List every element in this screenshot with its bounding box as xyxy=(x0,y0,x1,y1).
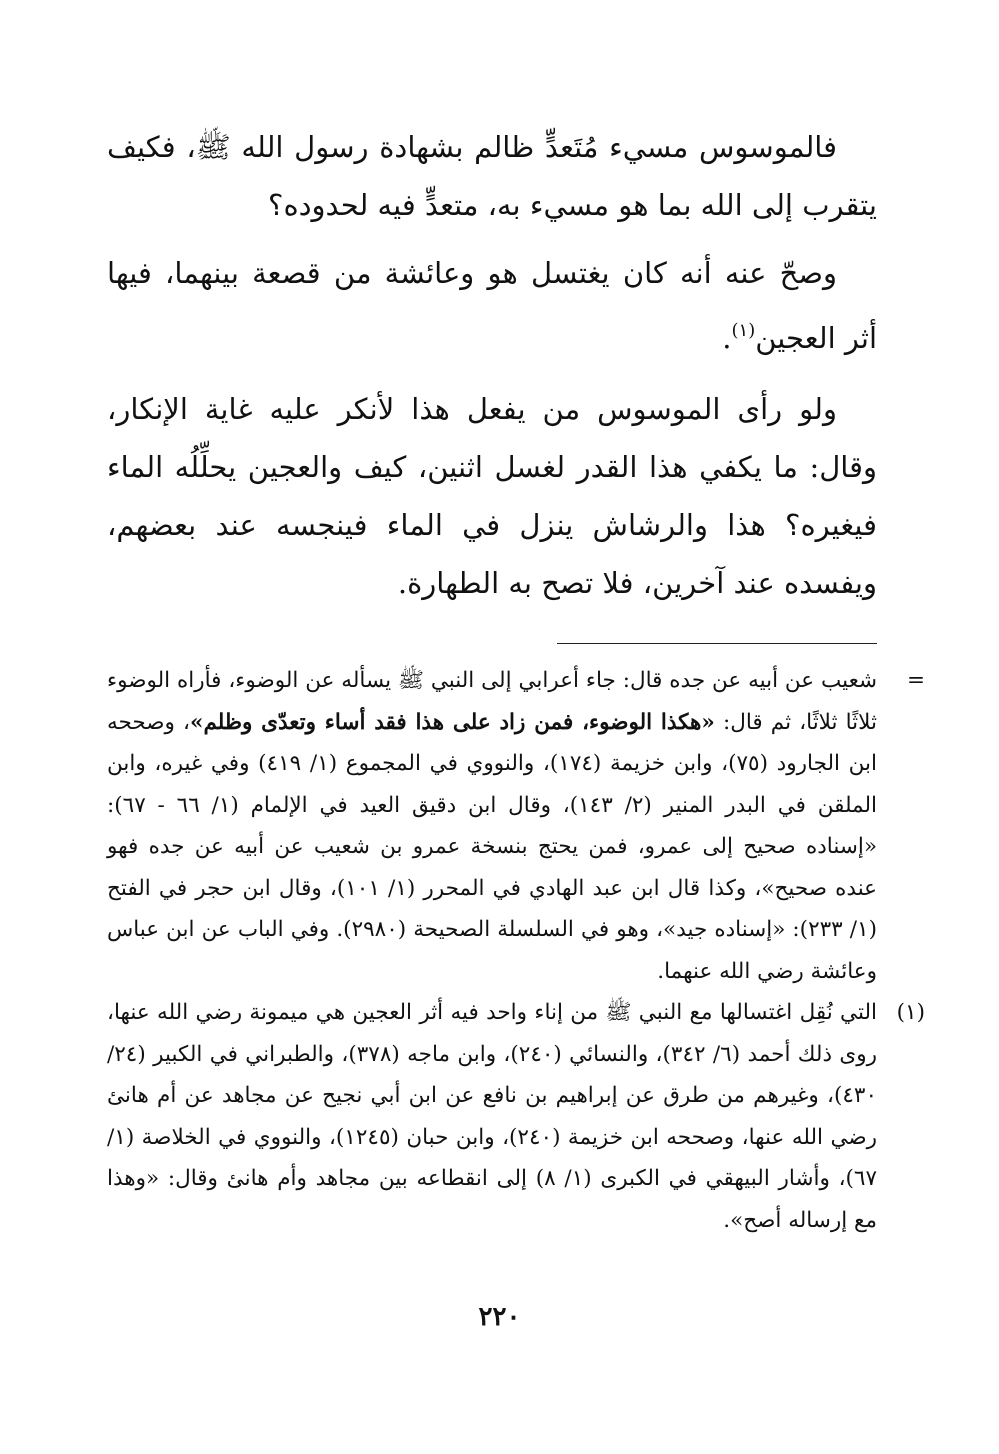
paragraph-1: فالموسوس مسيء مُتَعدٍّ ظالم بشهادة رسول الله ﷺ، فكيف يتقرب إلى الله بما هو مسيء به، متعدٍّ فيه لحدوده؟ xyxy=(107,130,877,222)
footnote-1-text: التي نُقِل اغتسالها مع النبي ﷺ من إناء واحد فيه أثر العجين هي ميمونة رضي الله عنها، روى ذلك أحمد (٦/ ٣٤٢)، والنسائي (٢٤٠)، وابن ماجه (٣٧٨)، والطبراني في الكبير (٢٤/ ٤٣٠)، وغيرهم من طرق عن إبراهيم بن نافع عن ابن أبي نجيح عن مجاهد عن أم هانئ رضي الله عنها، وصححه ابن خزيمة (٢٤٠)، وابن حبان (١٢٤٥)، والنووي في الخلاصة (١/ ٦٧)، وأشار البيهقي في الكبرى (١/ ٨) إلى انقطاعه بين مجاهد وأم هانئ وقال: «وهذا مع إرساله أصح». xyxy=(107,1000,878,1233)
continuation-quote: «هكذا الوضوء، فمن زاد على هذا فقد أساء وتعدّى وظلم» xyxy=(190,709,715,735)
footnote-continuation xyxy=(107,660,925,992)
footnote-ref-1[interactable]: (١) xyxy=(731,320,756,341)
paragraph-2-end: . xyxy=(722,321,732,355)
paragraph-2 xyxy=(107,244,877,367)
footnote-separator xyxy=(557,643,877,644)
continuation-text-2: ، وصححه ابن الجارود (٧٥)، وابن خزيمة (١٧٤)، والنووي في المجموع (١/ ٤١٩) وفي غيره، وابن الملقن في البدر المنير (٢/ ١٤٣)، وقال ابن دقيق العيد في الإلمام (١/ ٦٦ - ٦٧): «إسناده صحيح إلى عمرو، فمن يحتج بنسخة عمرو بن شعيب عن أبيه عن جده فهو عنده صحيح»، وكذا قال ابن عبد الهادي في المحرر (١/ ١٠١)، وقال ابن حجر في الفتح (١/ ٢٣٣): «إسناده جيد»، وهو في السلسلة الصحيحة (٢٩٨٠). وفي الباب عن ابن عباس وعائشة رضي الله عنهما. xyxy=(107,709,878,984)
continuation-text-1: شعيب عن أبيه عن جده قال: جاء أعرابي إلى النبي ﷺ يسأله عن الوضوء، فأراه الوضوء ثلاثًا ثلاثًا، ثم قال: xyxy=(107,668,877,735)
paragraph-3: ولو رأى الموسوس من يفعل هذا لأنكر عليه غاية الإنكار، وقال: ما يكفي هذا القدر لغسل اثنين، كيف والعجين يحلِّلُه الماء فيغيره؟ هذا والرشاش ينزل في الماء فينجسه عند بعضهم، ويفسده عند آخرين، فلا تصح به الطهارة. xyxy=(107,392,877,600)
paragraph-2-text: وصحّ عنه أنه كان يغتسل هو وعائشة من قصعة بينهما، فيها أثر العجين xyxy=(107,256,877,355)
footnote-1 xyxy=(107,992,925,1241)
page-number: ٢٢٠ xyxy=(478,1302,521,1332)
footnote-1-marker: (١) xyxy=(896,1000,925,1025)
continuation-marker: = xyxy=(906,668,925,693)
footnotes xyxy=(107,660,925,1241)
